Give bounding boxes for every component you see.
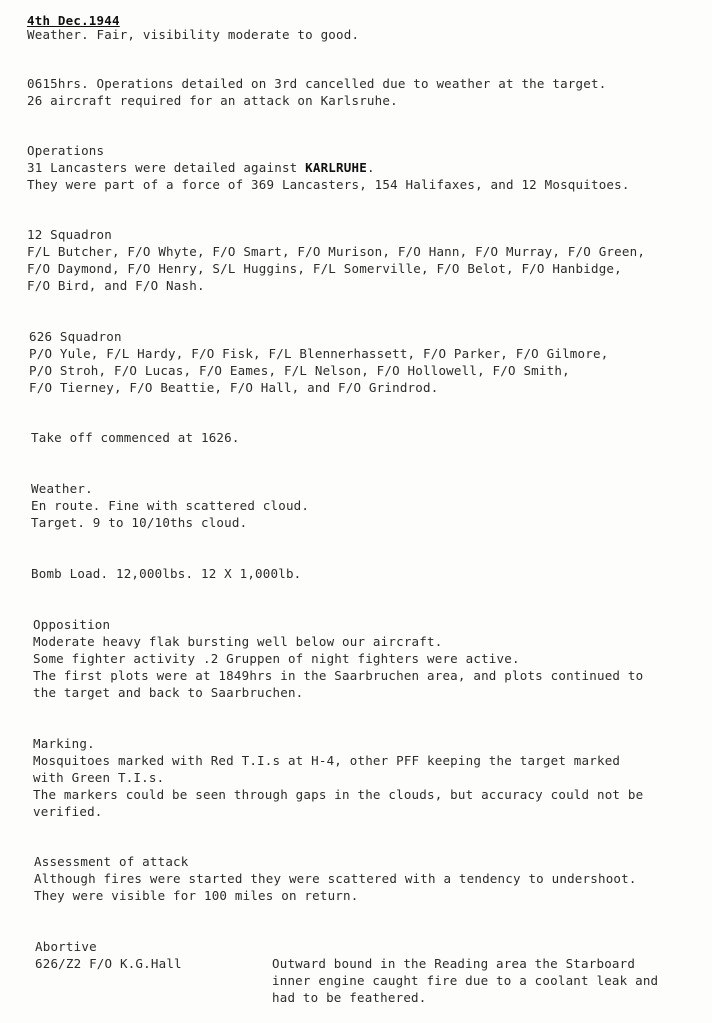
weather-en-route: En route. Fine with scattered cloud.	[31, 498, 310, 513]
marking-line: with Green T.I.s.	[33, 770, 165, 785]
abortive-heading: Abortive	[35, 939, 97, 954]
assessment-line: They were visible for 100 miles on return.	[34, 888, 359, 903]
opposition-heading: Opposition	[33, 617, 111, 632]
opposition-line: The first plots were at 1849hrs in the Saarbruchen area, and plots continued to	[33, 668, 644, 683]
operations-detail-prefix: 31 Lancasters were detailed against	[27, 160, 306, 175]
weather-target: Target. 9 to 10/10ths cloud.	[31, 515, 248, 530]
squadron-626-crew-line: P/O Stroh, F/O Lucas, F/O Eames, F/L Nelson, F/O Hollowell, F/O Smith,	[29, 363, 570, 378]
operations-detail	[27, 159, 375, 176]
operations-target: KARLRUHE	[305, 160, 367, 175]
abortive-detail-line: inner engine caught fire due to a coolant leak and	[272, 973, 659, 988]
opposition-line: Moderate heavy flak bursting well below our aircraft.	[33, 634, 443, 649]
squadron-626-crew-line: P/O Yule, F/L Hardy, F/O Fisk, F/L Blennerhassett, F/O Parker, F/O Gilmore,	[29, 346, 609, 361]
weather-heading: Weather.	[31, 481, 93, 496]
opposition-line: the target and back to Saarbruchen.	[33, 685, 304, 700]
operations-detail-suffix: .	[366, 160, 375, 175]
squadron-12-crew-line: F/O Daymond, F/O Henry, S/L Huggins, F/L Somerville, F/O Belot, F/O Hanbidge,	[27, 261, 622, 276]
weather-summary: Weather. Fair, visibility moderate to good.	[27, 27, 360, 42]
marking-line: Mosquitoes marked with Red T.I.s at H-4, other PFF keeping the target marked	[33, 753, 621, 768]
squadron-12-crew-line: F/L Butcher, F/O Whyte, F/O Smart, F/O Murison, F/O Hann, F/O Murray, F/O Green,	[27, 244, 646, 259]
squadron-626-crew-line: F/O Tierney, F/O Beattie, F/O Hall, and F/O Grindrod.	[29, 380, 439, 395]
cancellation-note: 0615hrs. Operations detailed on 3rd cancelled due to weather at the target.	[27, 76, 607, 91]
abortive-detail-line: had to be feathered.	[272, 990, 427, 1005]
date-heading: 4th Dec.1944	[27, 13, 120, 28]
bomb-load: Bomb Load. 12,000lbs. 12 X 1,000lb.	[31, 566, 302, 581]
assessment-heading: Assessment of attack	[34, 854, 189, 869]
squadron-626-heading: 626 Squadron	[29, 329, 122, 344]
opposition-line: Some fighter activity .2 Gruppen of night fighters were active.	[33, 651, 520, 666]
marking-heading: Marking.	[33, 736, 95, 751]
squadron-12-crew-line: F/O Bird, and F/O Nash.	[27, 278, 205, 293]
marking-line: The markers could be seen through gaps in the clouds, but accuracy could not be	[33, 787, 644, 802]
operations-heading: Operations	[27, 143, 105, 158]
squadron-12-heading: 12 Squadron	[27, 227, 112, 242]
abortive-detail-line: Outward bound in the Reading area the Starboard	[272, 956, 636, 971]
abortive-aircraft: 626/Z2 F/O K.G.Hall	[35, 956, 182, 971]
aircraft-required-note: 26 aircraft required for an attack on Karlsruhe.	[27, 93, 398, 108]
takeoff-note: Take off commenced at 1626.	[31, 430, 240, 445]
marking-line: verified.	[33, 804, 103, 819]
operations-force: They were part of a force of 369 Lancasters, 154 Halifaxes, and 12 Mosquitoes.	[27, 177, 630, 192]
assessment-line: Although fires were started they were scattered with a tendency to undershoot.	[34, 871, 637, 886]
